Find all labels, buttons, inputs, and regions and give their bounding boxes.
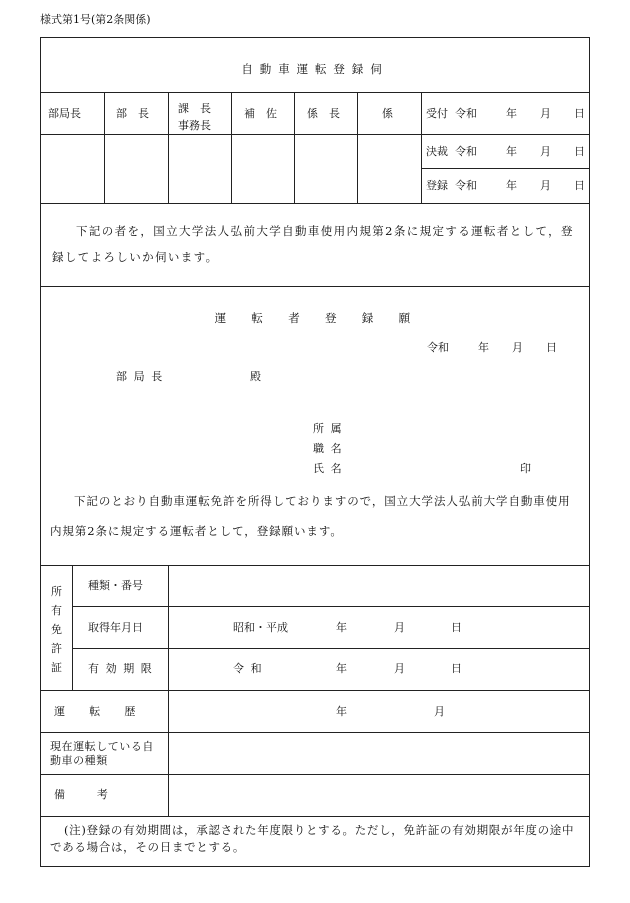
current-vehicle-label: 現在運転している自動車の種類 — [50, 740, 154, 767]
line — [104, 92, 105, 203]
registration-label: 登録 — [426, 179, 448, 192]
expiry-month: 月 — [394, 662, 405, 675]
acquired-year: 年 — [336, 621, 347, 634]
col-kakaricho: 係 長 — [307, 107, 340, 120]
position-label: 職名 — [313, 442, 349, 455]
line — [168, 92, 169, 203]
license-type-label: 種類・番号 — [88, 579, 143, 592]
receipt-day: 日 — [574, 107, 585, 120]
acquired-month: 月 — [394, 621, 405, 634]
line — [40, 203, 590, 204]
side-char: 所 — [51, 585, 62, 598]
approval-title: 自動車運転登録伺 — [241, 62, 389, 76]
decision-era: 令和 — [455, 145, 477, 158]
decision-year: 年 — [506, 145, 517, 158]
line — [40, 565, 590, 566]
registration-era: 令和 — [455, 179, 477, 192]
expiry-day: 日 — [451, 662, 462, 675]
driving-history-year: 年 — [336, 705, 347, 718]
inquiry-text: 下記の者を，国立大学法人弘前大学自動車使用内規第2条に規定する運転者として，登録してよろしいか伺います。 — [52, 224, 574, 264]
col-bucho: 部 長 — [116, 107, 149, 120]
acquired-day: 日 — [451, 621, 462, 634]
registration-day: 日 — [574, 179, 585, 192]
receipt-era: 令和 — [455, 107, 477, 120]
col-bukyokucho: 部局長 — [48, 107, 81, 120]
side-char: 有 — [51, 604, 62, 617]
line — [40, 134, 590, 135]
side-char: 許 — [51, 642, 62, 655]
driving-history-month: 月 — [434, 705, 445, 718]
name-label: 氏名 — [313, 462, 349, 475]
note-text: (注)登録の有効期間は，承認された年度限りとする。ただし，免許証の有効期限が年度の途中である場合は，その日までとする。 — [50, 823, 575, 854]
app-date-year: 年 — [478, 341, 489, 354]
addressee: 部局長 — [116, 370, 169, 383]
line — [40, 92, 590, 93]
side-char: 免 — [51, 623, 62, 636]
line — [421, 168, 590, 169]
line — [40, 286, 590, 287]
expiry-label: 有効期限 — [88, 662, 159, 675]
app-date-day: 日 — [546, 341, 557, 354]
line — [421, 92, 422, 203]
remarks-label: 備 考 — [54, 788, 112, 801]
registration-month: 月 — [540, 179, 551, 192]
line — [72, 648, 590, 649]
receipt-year: 年 — [506, 107, 517, 120]
line — [72, 606, 590, 607]
honorific: 殿 — [250, 370, 261, 383]
line — [168, 565, 169, 816]
receipt-month: 月 — [540, 107, 551, 120]
line — [40, 816, 590, 817]
registration-year: 年 — [506, 179, 517, 192]
side-char: 証 — [51, 661, 62, 674]
expiry-era: 令和 — [233, 662, 269, 675]
app-date-era: 令和 — [427, 341, 449, 354]
application-body: 下記のとおり自動車運転免許を所得しておりますので，国立大学法人弘前大学自動車使用内規第2条に規定する運転者として，登録願います。 — [50, 494, 571, 538]
line — [72, 565, 73, 690]
receipt-label: 受付 — [426, 107, 448, 120]
driving-history-label: 運転歴 — [54, 705, 160, 718]
acquired-label: 取得年月日 — [88, 621, 143, 634]
line — [40, 690, 590, 691]
app-date-month: 月 — [512, 341, 523, 354]
application-title: 運転者登録願 — [214, 311, 436, 325]
line — [40, 774, 590, 775]
seal-mark: 印 — [520, 462, 531, 475]
form-number: 様式第1号(第2条関係) — [40, 13, 151, 26]
line — [357, 92, 358, 203]
expiry-year: 年 — [336, 662, 347, 675]
affiliation-label: 所属 — [313, 422, 349, 435]
line — [40, 732, 590, 733]
acquired-era: 昭和・平成 — [233, 621, 288, 634]
line — [294, 92, 295, 203]
line — [231, 92, 232, 203]
col-kakari: 係 — [382, 107, 393, 120]
decision-day: 日 — [574, 145, 585, 158]
decision-month: 月 — [540, 145, 551, 158]
col-kacho: 課 長 事務長 — [178, 102, 211, 132]
decision-label: 決裁 — [426, 145, 448, 158]
col-hosa: 補 佐 — [244, 107, 277, 120]
license-side-label — [51, 582, 63, 677]
